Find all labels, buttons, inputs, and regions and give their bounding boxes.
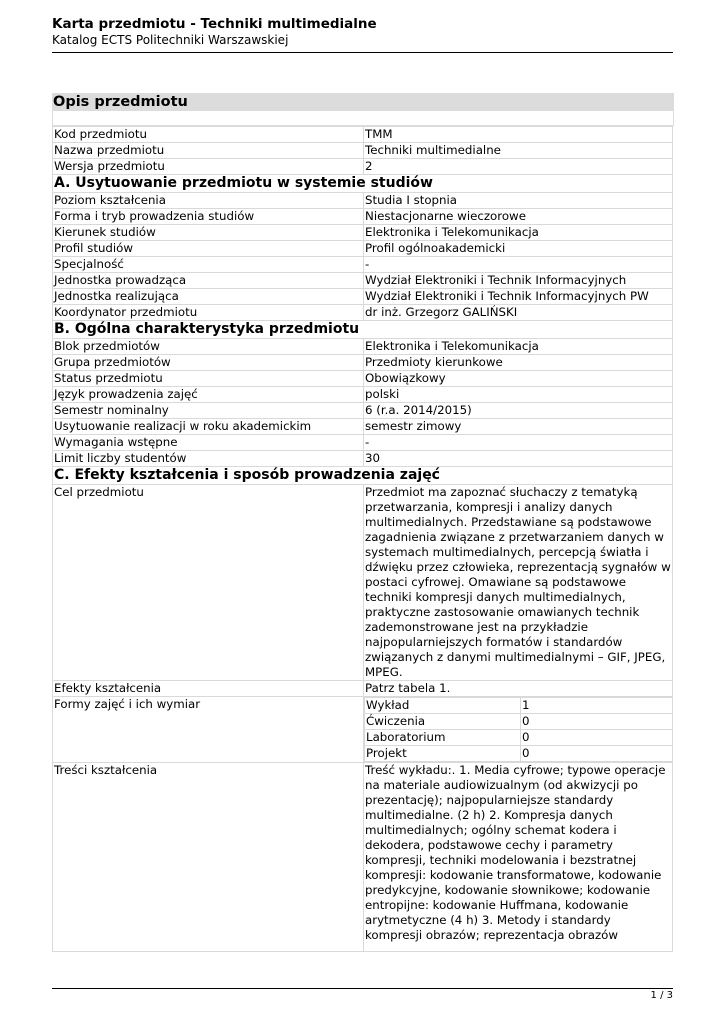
table-row [53, 159, 673, 175]
table-row [53, 435, 673, 451]
row-value: - [364, 435, 673, 451]
row-value: polski [364, 387, 673, 403]
table-row [53, 305, 673, 321]
row-value-tresci [364, 763, 673, 952]
row-label: Kod przedmiotu [53, 127, 364, 143]
table-row [53, 193, 673, 209]
section-title: C. Efekty kształcenia i sposób prowadzenia zajęć [53, 467, 673, 485]
formy-table [364, 697, 673, 762]
row-label: Profil studiów [53, 241, 364, 257]
table-row [53, 681, 673, 697]
row-value: Wydział Elektroniki i Technik Informacyjnych [364, 273, 673, 289]
formy-name: Projekt [365, 746, 521, 762]
table-row [53, 763, 673, 952]
table-row [53, 451, 673, 467]
table-row [53, 225, 673, 241]
row-label: Formy zajęć i ich wymiar [53, 697, 364, 763]
row-label: Blok przedmiotów [53, 339, 364, 355]
table-row [53, 273, 673, 289]
document-subtitle: Katalog ECTS Politechniki Warszawskiej [52, 33, 289, 47]
row-label: Cel przedmiotu [53, 485, 364, 681]
row-label: Semestr nominalny [53, 403, 364, 419]
formy-row [365, 730, 673, 746]
row-label: Specjalność [53, 257, 364, 273]
section-title: A. Usytuowanie przedmiotu w systemie studiów [53, 175, 673, 193]
table-row [53, 371, 673, 387]
row-label: Grupa przedmiotów [53, 355, 364, 371]
row-label: Koordynator przedmiotu [53, 305, 364, 321]
table-row [53, 143, 673, 159]
formy-cell [364, 697, 673, 763]
row-label: Jednostka realizująca [53, 289, 364, 305]
row-label: Status przedmiotu [53, 371, 364, 387]
row-value: Elektronika i Telekomunikacja [364, 339, 673, 355]
footer-divider [52, 988, 673, 989]
row-value: Profil ogólnoakademicki [364, 241, 673, 257]
formy-hours: 0 [521, 746, 673, 762]
row-label: Nazwa przedmiotu [53, 143, 364, 159]
table-row [53, 127, 673, 143]
tresci-text: Treść wykładu:. 1. Media cyfrowe; typowe operacje na materiale audiowizualnym (od akwizycji po prezentację); najpopularniejsze standardy multimedialne. (2 h) 2. Kompresja danych multimedialnych; ogólny schemat kodera i dekodera, podstawowe cechy i parametry kompresji, techniki modelowania i bezstratnej kompresji: kodowanie transformatowe, kodowanie predykcyjne, kodowanie słownikowe; kodowanie entropijne: kodowanie Huffmana, kodowanie arytmetyczne (4 h) 3. Metody i standardy kompresji obrazów; reprezentacja obrazów [365, 763, 666, 942]
row-label: Język prowadzenia zajęć [53, 387, 364, 403]
row-label: Usytuowanie realizacji w roku akademickim [53, 419, 364, 435]
formy-row [365, 746, 673, 762]
row-value: 30 [364, 451, 673, 467]
row-label: Treści kształcenia [53, 763, 364, 952]
formy-hours: 0 [521, 714, 673, 730]
document-title: Karta przedmiotu - Techniki multimedialne [52, 16, 377, 32]
table-row [53, 387, 673, 403]
row-value: - [364, 257, 673, 273]
row-label: Forma i tryb prowadzenia studiów [53, 209, 364, 225]
formy-name: Laboratorium [365, 730, 521, 746]
section-heading-a [53, 175, 673, 193]
table-row [53, 355, 673, 371]
formy-row [365, 698, 673, 714]
spacer-row [52, 111, 674, 126]
header-divider [52, 52, 673, 53]
row-label: Jednostka prowadząca [53, 273, 364, 289]
row-value: TMM [364, 127, 673, 143]
row-value: Wydział Elektroniki i Technik Informacyjnych PW [364, 289, 673, 305]
section-heading-opis: Opis przedmiotu [52, 93, 674, 111]
table-row [53, 403, 673, 419]
formy-row [365, 714, 673, 730]
section-title: B. Ogólna charakterystyka przedmiotu [53, 321, 673, 339]
formy-name: Ćwiczenia [365, 714, 521, 730]
row-label: Efekty kształcenia [53, 681, 364, 697]
row-label: Limit liczby studentów [53, 451, 364, 467]
row-value: Przedmioty kierunkowe [364, 355, 673, 371]
table-row [53, 209, 673, 225]
table-row [53, 339, 673, 355]
row-value: Patrz tabela 1. [364, 681, 673, 697]
page-number: 1 / 3 [650, 990, 673, 1001]
row-label: Wersja przedmiotu [53, 159, 364, 175]
section-heading-b [53, 321, 673, 339]
table-row [53, 257, 673, 273]
row-value: semestr zimowy [364, 419, 673, 435]
table-row [53, 419, 673, 435]
row-value: 6 (r.a. 2014/2015) [364, 403, 673, 419]
table-row [53, 697, 673, 763]
table-row [53, 485, 673, 681]
course-table [52, 126, 673, 952]
table-row [53, 289, 673, 305]
row-value: Obowiązkowy [364, 371, 673, 387]
row-value: 2 [364, 159, 673, 175]
row-value: Studia I stopnia [364, 193, 673, 209]
row-value: Niestacjonarne wieczorowe [364, 209, 673, 225]
row-value: Elektronika i Telekomunikacja [364, 225, 673, 241]
formy-hours: 0 [521, 730, 673, 746]
row-value: dr inż. Grzegorz GALIŃSKI [364, 305, 673, 321]
formy-name: Wykład [365, 698, 521, 714]
row-label: Wymagania wstępne [53, 435, 364, 451]
row-label: Kierunek studiów [53, 225, 364, 241]
formy-hours: 1 [521, 698, 673, 714]
row-label: Poziom kształcenia [53, 193, 364, 209]
row-value-cel: Przedmiot ma zapoznać słuchaczy z tematyką przetwarzania, kompresji i analizy danych multimedialnych. Przedstawiane są podstawowe zagadnienia związane z przetwarzaniem danych w systemach multimedialnych, percepcją światła i dźwięku przez człowieka, reprezentacją sygnałów w postaci cyfrowej. Omawiane są podstawowe techniki kompresji danych multimedialnych, praktyczne zastosowanie omawianych technik zademonstrowane jest na przykładzie najpopularniejszych formatów i standardów związanych z danymi multimedialnymi – GIF, JPEG, MPEG. [365, 485, 671, 679]
table-row [53, 241, 673, 257]
row-value: Techniki multimedialne [364, 143, 673, 159]
section-heading-c [53, 467, 673, 485]
